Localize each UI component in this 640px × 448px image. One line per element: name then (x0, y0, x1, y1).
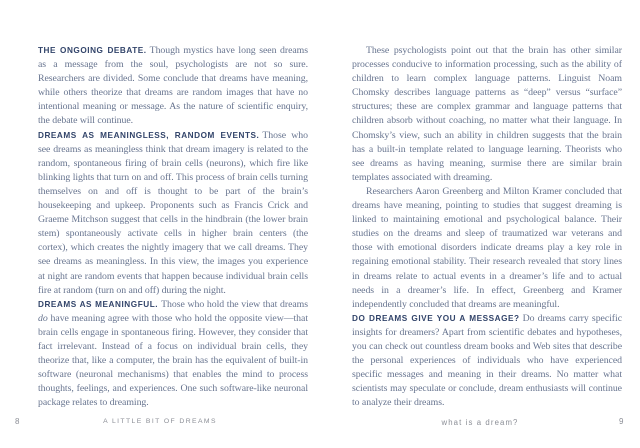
paragraph-text: Do dreams carry specific insights for dreamers? Apart from scientific debates and hypotheses, you can check out countless dream books and Web sites that describe the personal experiences of individuals who have experienced specific messages and meaning in their dreams. No matter what scientists may speculate or conclude, dream enthusiasts will continue to analyze their dreams. (352, 312, 622, 409)
right-page-number: 9 (619, 417, 624, 426)
paragraph-text: Those who see dreams as meaningless think that dream imagery is related to the random, spontaneous firing of brain cells (neurons), which fire like blinking lights that turn on and off. This process of brain cells turning themselves on and off is thought to be part of the brain’s housekeeping and upkeep. Proponents such as Francis Crick and Graeme Mitchson suggest that cells in the hindbrain (the lower brain stem) spontaneously activate cells in higher brain centers (the cortex), which creates the nightly imagery that we call dreams. They see dreams as meaningless. In this view, the images you experience at night are random events that happen because individual brain cells fire at random (turn on and off) during the night. (38, 129, 308, 296)
left-page-number: 8 (15, 417, 20, 426)
section-heading: THE ONGOING DEBATE. (38, 46, 147, 55)
paragraph-psychologists (352, 44, 622, 185)
italic-word: do (38, 312, 48, 324)
paragraph-greenberg-kramer (352, 185, 622, 312)
section-heading: DREAMS AS MEANINGLESS, RANDOM EVENTS. (38, 130, 260, 140)
left-running-title: A LITTLE BIT OF DREAMS (103, 418, 217, 425)
paragraph-text: Though mystics have long seen dreams as a message from the soul, psychologists are not so sure. Researchers are divided. Some conclude that dreams have meaning, while others theorize that dreams are random images that have no intentional meaning or message. As the nature of scientific enquiry, the debate will continue. (38, 45, 309, 127)
left-page-text-column (38, 44, 308, 410)
paragraph-text: Those who hold the view that dreams (161, 298, 308, 310)
right-page-text-column (352, 44, 622, 410)
right-running-title: what is a dream? (441, 418, 519, 427)
paragraph-text: have meaning agree with those who hold the opposite view—that brain cells engage in spontaneous firing. However, they consider that fact irrelevant. Instead of a focus on individual brain cells, they theorize that, like a computer, the brain has the equivalent of built-in software (neuronal mechanisms) that enables the mind to process thoughts, feelings, and experiences. One such software-like neuronal package relates to dreaming. (38, 312, 308, 409)
paragraph-meaningless-events (38, 129, 308, 298)
paragraph-dreams-message (352, 312, 622, 411)
section-heading: DREAMS AS MEANINGFUL. (38, 299, 159, 309)
paragraph-text: These psychologists point out that the brain has other similar processes conducive to information processing, such as the ability of children to learn complex language patterns. Linguist Noam Chomsky describes language patterns as “deep” versus “surface” structures; these are complex grammar and language patterns that children absorb without coaching, no matter what their language. In Chomsky’s view, such an ability in children suggests that the brain has a built-in template related to language learning. Theorists who see dreams as having meaning, surmise there are similar brain templates associated with dreaming. (352, 45, 622, 183)
section-heading: DO DREAMS GIVE YOU A MESSAGE? (352, 313, 520, 323)
paragraph-ongoing-debate (38, 44, 308, 129)
paragraph-text: Researchers Aaron Greenberg and Milton Kramer concluded that dreams have meaning, pointing to studies that suggest dreaming is linked to maintaining emotional and psychological balance. Their studies on the dreams and sleep of traumatized war veterans and those with emotional disorders indicate dreams play a key role in regaining emotional stability. Their research revealed that story lines in dreams relate to actual events in a dreamer’s life and to actual needs in a dreamer’s life. In effect, Greenberg and Kramer independently concluded that dreams are meaningful. (352, 185, 622, 310)
paragraph-meaningful (38, 298, 308, 411)
